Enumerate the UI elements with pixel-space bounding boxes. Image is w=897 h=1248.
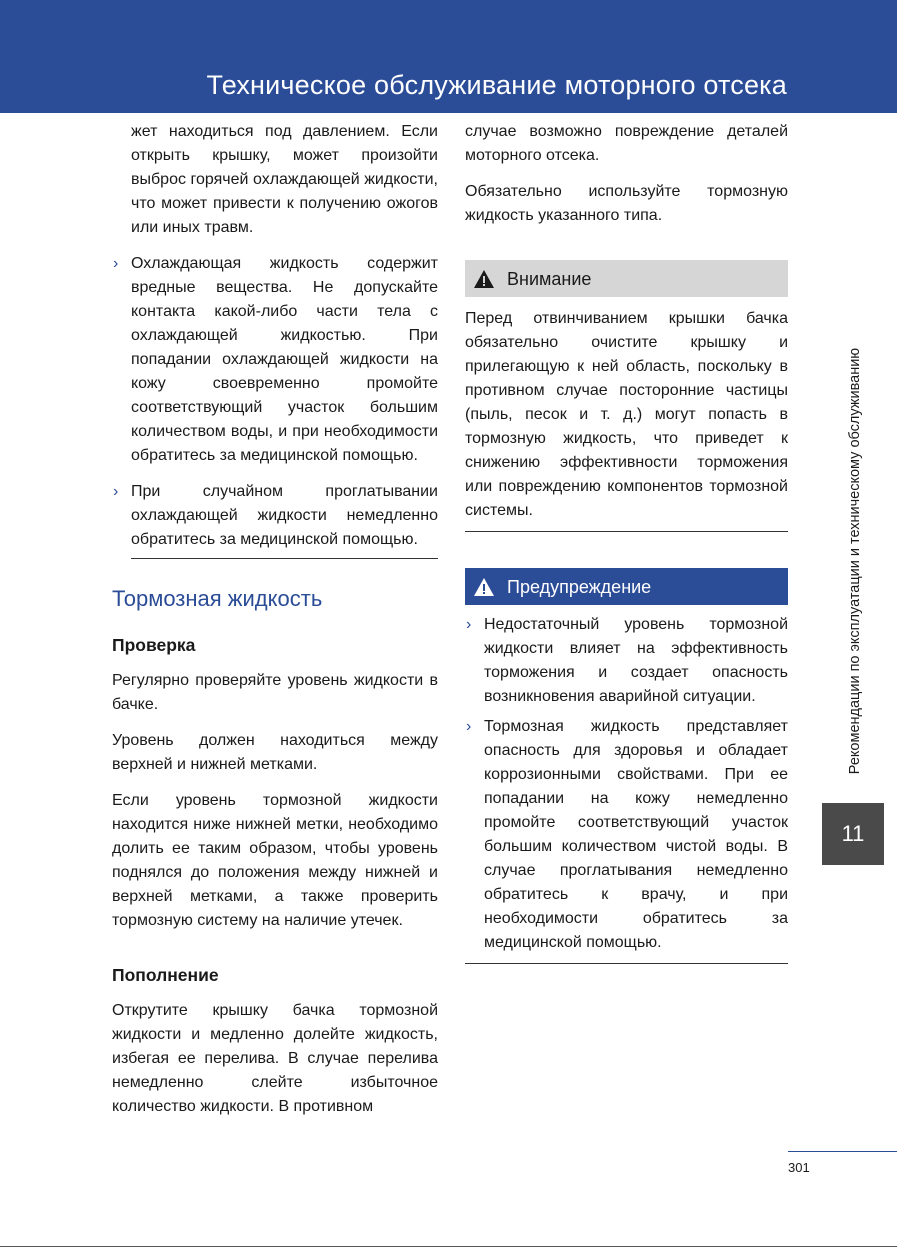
subheading-refill: Пополнение (112, 965, 219, 985)
right-column (465, 120, 788, 964)
attention-text: Перед отвинчиванием крышки бачка обязательно очистите крышку и прилегающую к ней область, поскольку в противном случае посторонние частицы (пыль, песок и т. д.) могут попасть в тормозную жидкость, что приведет к снижению эффективности торможения или повреждению компонентов тормозной системы. (465, 310, 788, 519)
coolant-continuation-text: жет находиться под давлением. Если открыть крышку, может произойти выброс горячей охлаждающей жидкости, что может привести к получению ожогов или иных травм. (131, 123, 438, 236)
chapter-side-title: Рекомендации по эксплуатации и техническому обслуживанию (847, 347, 863, 775)
section-divider (131, 558, 438, 559)
section-title-brake-fluid: Тормозная жидкость (112, 586, 323, 611)
brake-fluid-type-text: Обязательно используйте тормозную жидкость указанного типа. (465, 183, 788, 224)
bottom-divider (0, 1246, 897, 1247)
page-title: Техническое обслуживание моторного отсека (206, 70, 787, 100)
chevron-right-icon: › (466, 718, 472, 735)
page-header (0, 0, 897, 113)
warning-label: Предупреждение (507, 576, 652, 597)
warning-bullet-1-text: Недостаточный уровень тормозной жидкости влияет на эффективность торможения и создает опасность возникновения аварийной ситуации. (484, 616, 788, 705)
warning-triangle-icon (473, 269, 495, 289)
attention-label: Внимание (507, 268, 592, 289)
attention-header (465, 260, 788, 297)
list-item (112, 480, 438, 552)
list-item (465, 613, 788, 709)
warning-divider (465, 963, 788, 964)
chapter-tab: 11 (822, 803, 884, 865)
refill-continuation-text: случае возможно повреждение деталей моторного отсека. (465, 123, 788, 164)
subheading-check: Проверка (112, 635, 196, 655)
refill-paragraph: Открутите крышку бачка тормозной жидкости и медленно долейте жидкость, избегая ее перелива. В случае перелива немедленно слейте избыточное количество жидкости. В противном (112, 1002, 438, 1115)
check-paragraph-3: Если уровень тормозной жидкости находится ниже нижней метки, необходимо долить ее таким образом, чтобы уровень поднялся до положения между нижней и верхней метками, а также проверить тормозную систему на наличие утечек. (112, 792, 438, 929)
check-paragraph-2: Уровень должен находиться между верхней и нижней метками. (112, 732, 438, 773)
chevron-right-icon: › (113, 255, 119, 272)
warning-triangle-icon (473, 577, 495, 597)
left-column (112, 120, 438, 1119)
check-paragraph-1: Регулярно проверяйте уровень жидкости в бачке. (112, 672, 438, 713)
list-item (465, 715, 788, 955)
coolant-bullet-2-text: При случайном проглатывании охлаждающей жидкости немедленно обратитесь за медицинской помощью. (131, 483, 438, 548)
chevron-right-icon: › (466, 616, 472, 633)
chevron-right-icon: › (113, 483, 119, 500)
warning-bullet-2-text: Тормозная жидкость представляет опасность для здоровья и обладает коррозионными свойствами. При ее попадании на кожу немедленно промойте соответствующий участок большим количеством чистой воды. В случае проглатывания немедленно обратитесь к врачу, и при необходимости обратитесь за медицинской помощью. (484, 718, 788, 951)
page-number: 301 (788, 1160, 810, 1175)
footer-divider (788, 1151, 897, 1152)
warning-header (465, 568, 788, 605)
attention-divider (465, 531, 788, 532)
list-item (112, 252, 438, 468)
coolant-bullet-1-text: Охлаждающая жидкость содержит вредные вещества. Не допускайте контакта какой-либо части тела с охлаждающей жидкостью. При попадании охлаждающей жидкости на кожу своевременно промойте соответствующий участок большим количеством воды, и при необходимости обратитесь за медицинской помощью. (131, 255, 438, 464)
